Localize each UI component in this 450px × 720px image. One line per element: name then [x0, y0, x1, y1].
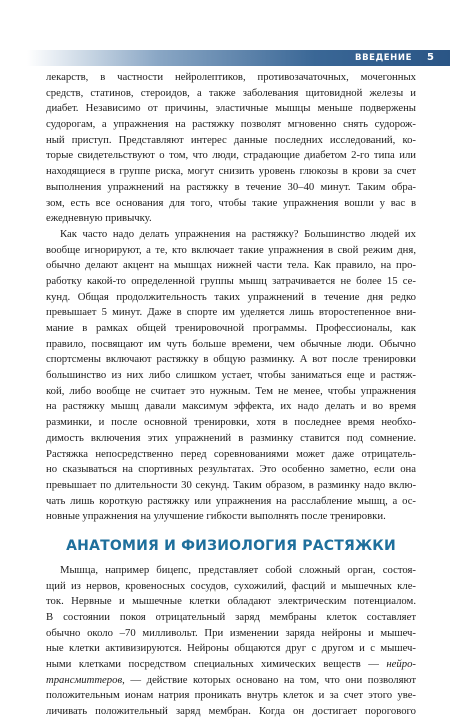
text-line: большинство из них либо слишком устает, чтобы заниматься еще и растяж-: [46, 369, 416, 382]
text-line: кой, либо вообще не считает это нужным. Тем не менее, чтобы упражнения: [46, 384, 416, 397]
text-line: Мышца, например бицепс, представляет собой сложный орган, состоя-: [60, 563, 416, 576]
text-line: вообще игнорируют, а те, кто включает такие упражнения в свой режим дня,: [46, 243, 416, 256]
text-line: находящиеся в группе риска, могут снизить уровень глюкозы в крови за счет: [46, 165, 416, 178]
text-line: средств, статинов, стероидов, а также заболевания щитовидной железы и: [46, 86, 416, 99]
term-italic: трансмиттеров: [46, 673, 123, 686]
text-line: выполнения упражнений на растяжку в течение 30–40 минут. Таким обра-: [46, 180, 416, 193]
text-line: чать лишь короткую растяжку или упражнения на расслабление мышц, а ос-: [46, 494, 416, 507]
paragraph-2: [46, 227, 416, 525]
text-line: ежедневную привычку.: [46, 212, 152, 225]
text-line: положительным ионам натрия проникать внутрь клеток и за счет этого уве-: [46, 689, 416, 702]
text-line: на растяжку мышц давали максимум эффекта, их надо делать и во время: [46, 400, 416, 413]
text-line: спортсмены включают растяжку в общую разминку. А вот после тренировки: [46, 353, 416, 366]
text-line: работку какой-то определенной группы мышц затрачивается не более 15 се-: [46, 274, 416, 287]
text-line: судорогам, а упражнения на растяжку позволят мгновенно снять судорож-: [46, 118, 416, 131]
page-number: 5: [427, 52, 434, 63]
text-line: зом, есть все основания для того, чтобы такие упражнения вошли у вас в: [46, 196, 416, 209]
text-line: лекарств, в частности нейролептиков, противозачаточных, мочегонных: [46, 71, 416, 83]
text-line: обычно около –70 милливольт. При изменении заряда нейроны и мышеч-: [46, 626, 416, 639]
text-line-mixed: [46, 657, 416, 673]
text-line: личивать положительный заряд мембран. Когда он достигает порогового: [46, 705, 416, 718]
text-line: обычно делают акцент на мышцах нижней части тела. Как правило, на про-: [46, 259, 416, 272]
text-line: диабет. Независимо от причины, эластичные мышцы меньше подвержены: [46, 102, 416, 115]
text-line: ный приступ. Представляют интерес данные последних исследований, ко-: [46, 133, 416, 146]
page-body: [46, 70, 416, 720]
text-run: ными клетками посредством специальных химических веществ —: [46, 658, 387, 671]
text-line: щий из нервов, кровеносных сосудов, сухожилий, фасций и мышечных кле-: [46, 579, 416, 592]
text-line: Как часто надо делать упражнения на растяжку? Большинство людей их: [60, 227, 416, 240]
text-line: превышает по длительности 30 секунд. Таким образом, в разминку надо вклю-: [46, 478, 416, 491]
text-line: превышает 5 минут. Даже в спорте им уделяется лишь второстепенное вни-: [46, 306, 416, 319]
section-heading: АНАТОМИЯ И ФИЗИОЛОГИЯ РАСТЯЖКИ: [66, 537, 396, 554]
paragraph-1: [46, 70, 416, 227]
text-line-mixed: [46, 673, 416, 689]
text-line: ток. Нервные и мышечные клетки обладают электрическим потенциалом.: [46, 595, 416, 608]
text-line: димость включения этих упражнений в разминку ставится под сомнение.: [46, 431, 416, 444]
text-line: разминки, и после основной тренировки, хотя в последнее время необхо-: [46, 416, 416, 429]
text-line: кунд. Общая продолжительность таких упражнений в течение дня редко: [46, 290, 416, 303]
running-header-section: ВВЕДЕНИЕ: [355, 53, 412, 63]
text-line: В состоянии покоя отрицательный заряд мембраны клеток составляет: [46, 611, 416, 623]
text-line: новные упражнения на улучшение гибкости выполнять после тренировки.: [46, 510, 386, 523]
text-run: , — действие которых основано на том, что они позволяют: [122, 673, 416, 686]
term-italic: нейро-: [386, 658, 416, 671]
text-line: ные клетки активизируются. Нейроны общаются друг с другом и с мышеч-: [46, 642, 416, 655]
text-line: мание в рамках общей тренировочной программы. Профессионалы, как: [46, 322, 416, 334]
text-line: но сказываться на спортивных результатах. Это особенно заметно, если она: [46, 463, 416, 476]
paragraph-3: [46, 563, 416, 720]
text-line: правило, посвящают им чуть больше времени, чем обычные люди. Обычно: [46, 337, 416, 350]
text-line: торые свидетельствуют о том, что люди, страдающие диабетом 2-го типа или: [46, 149, 416, 162]
text-line: Растяжка непосредственно перед соревнованиями может даже отрицатель-: [46, 447, 416, 460]
